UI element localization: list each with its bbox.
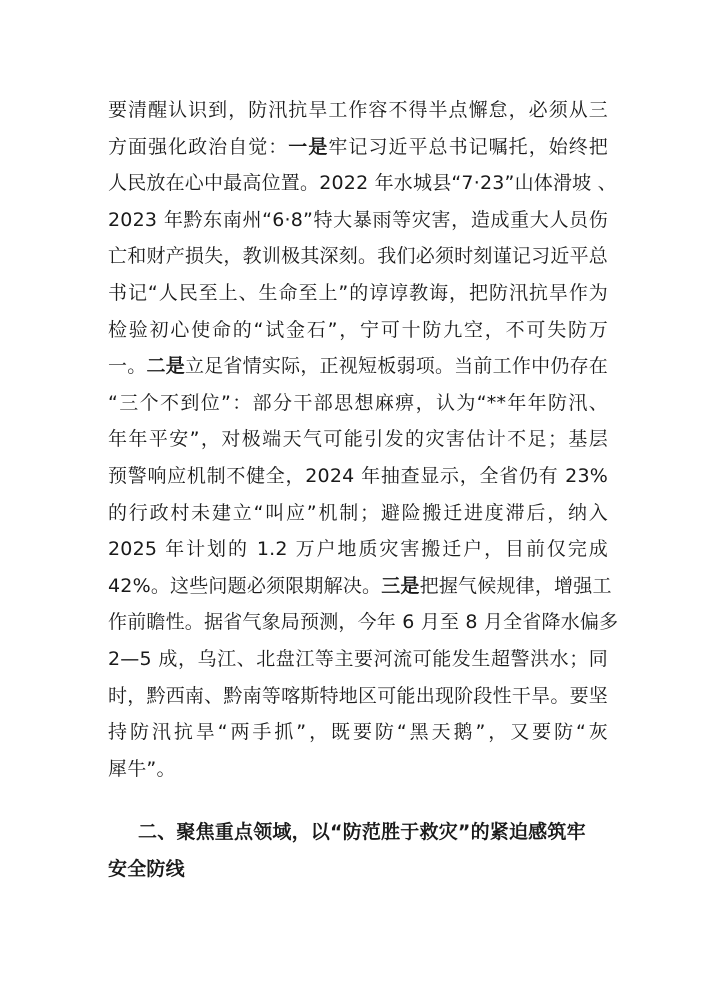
paragraph-line <box>108 385 608 422</box>
paragraph-line <box>108 238 608 275</box>
paragraph-line <box>108 129 608 166</box>
paragraph-line <box>108 531 608 568</box>
paragraph-line <box>108 495 608 532</box>
line-text: “三个不到位”：部分干部思想麻痹，认为“**年年防汛、 <box>108 391 608 414</box>
paragraph-line <box>108 714 608 751</box>
line-text: 一。 <box>108 355 147 378</box>
heading-line: 安全防线 <box>108 857 185 880</box>
line-text: 的行政村未建立“叫应”机制；避险搬迁进度滞后，纳入 <box>108 501 608 524</box>
line-text: 2025 年计划的 1.2 万户地质灾害搬迁户，目前仅完成 <box>108 538 608 561</box>
paragraph-line <box>108 751 608 788</box>
line-text: 预警响应机制不健全，2024 年抽查显示，全省仍有 23% <box>108 464 608 487</box>
line-text: 要清醒认识到，防汛抗旱工作容不得半点懈怠，必须从三 <box>108 99 608 121</box>
paragraph-line <box>108 604 619 641</box>
paragraph-line <box>108 678 608 715</box>
line-text: 2023 年黔东南州“6·8”特大暴雨等灾害，造成重大人员伤 <box>108 208 608 231</box>
line-text: 年年平安”，对极端天气可能引发的灾害估计不足；基层 <box>108 428 608 451</box>
paragraph-line <box>108 348 608 385</box>
paragraph-line <box>108 421 608 458</box>
line-text: 犀牛”。 <box>108 757 176 780</box>
paragraph-line <box>108 202 608 239</box>
line-text: 时，黔西南、黔南等喀斯特地区可能出现阶段性干旱。要坚 <box>108 684 608 707</box>
emphasis-text: 二是 <box>146 355 185 378</box>
emphasis-text: 一是 <box>288 135 329 158</box>
paragraph-line <box>108 275 608 312</box>
paragraph-line <box>108 165 617 202</box>
line-text: 立足省情实际，正视短板弱项。当前工作中仍存在 <box>184 355 608 378</box>
paragraph-line <box>108 568 612 605</box>
line-text: 方面强化政治自觉： <box>108 135 289 158</box>
paragraph-line <box>108 641 608 678</box>
line-text: 书记“人民至上、生命至上”的谆谆教诲，把防汛抗旱作为 <box>108 281 608 304</box>
paragraph-line <box>108 458 608 495</box>
line-text: 把握气候规律，增强工 <box>419 574 612 597</box>
paragraph-line <box>108 92 608 129</box>
line-text: 42%。这些问题必须限期解决。 <box>108 574 382 597</box>
line-text: 检验初心使命的“试金石”，宁可十防九空，不可失防万 <box>108 318 608 341</box>
heading-line: 二、聚焦重点领域，以“防范胜于救灾”的紧迫感筑牢 <box>138 821 586 843</box>
line-text: 作前瞻性。据省气象局预测，今年 6 月至 8 月全省降水偏多 <box>108 611 619 634</box>
paragraph-line <box>108 312 608 349</box>
line-text: 持防汛抗旱“两手抓”，既要防“黑天鹅”，又要防“灰 <box>108 721 608 744</box>
section-heading <box>108 814 608 887</box>
emphasis-text: 三是 <box>381 574 420 597</box>
line-text: 亡和财产损失，教训极其深刻。我们必须时刻谨记习近平总 <box>108 245 608 268</box>
line-text: 人民放在心中最高位置。2022 年水城县“7·23”山体滑坡 、 <box>108 172 617 195</box>
line-text: 2—5 成，乌江、北盘江等主要河流可能发生超警洪水；同 <box>108 647 608 670</box>
body-paragraph <box>108 92 619 787</box>
line-text: 牢记习近平总书记嘱托，始终把 <box>328 135 608 158</box>
